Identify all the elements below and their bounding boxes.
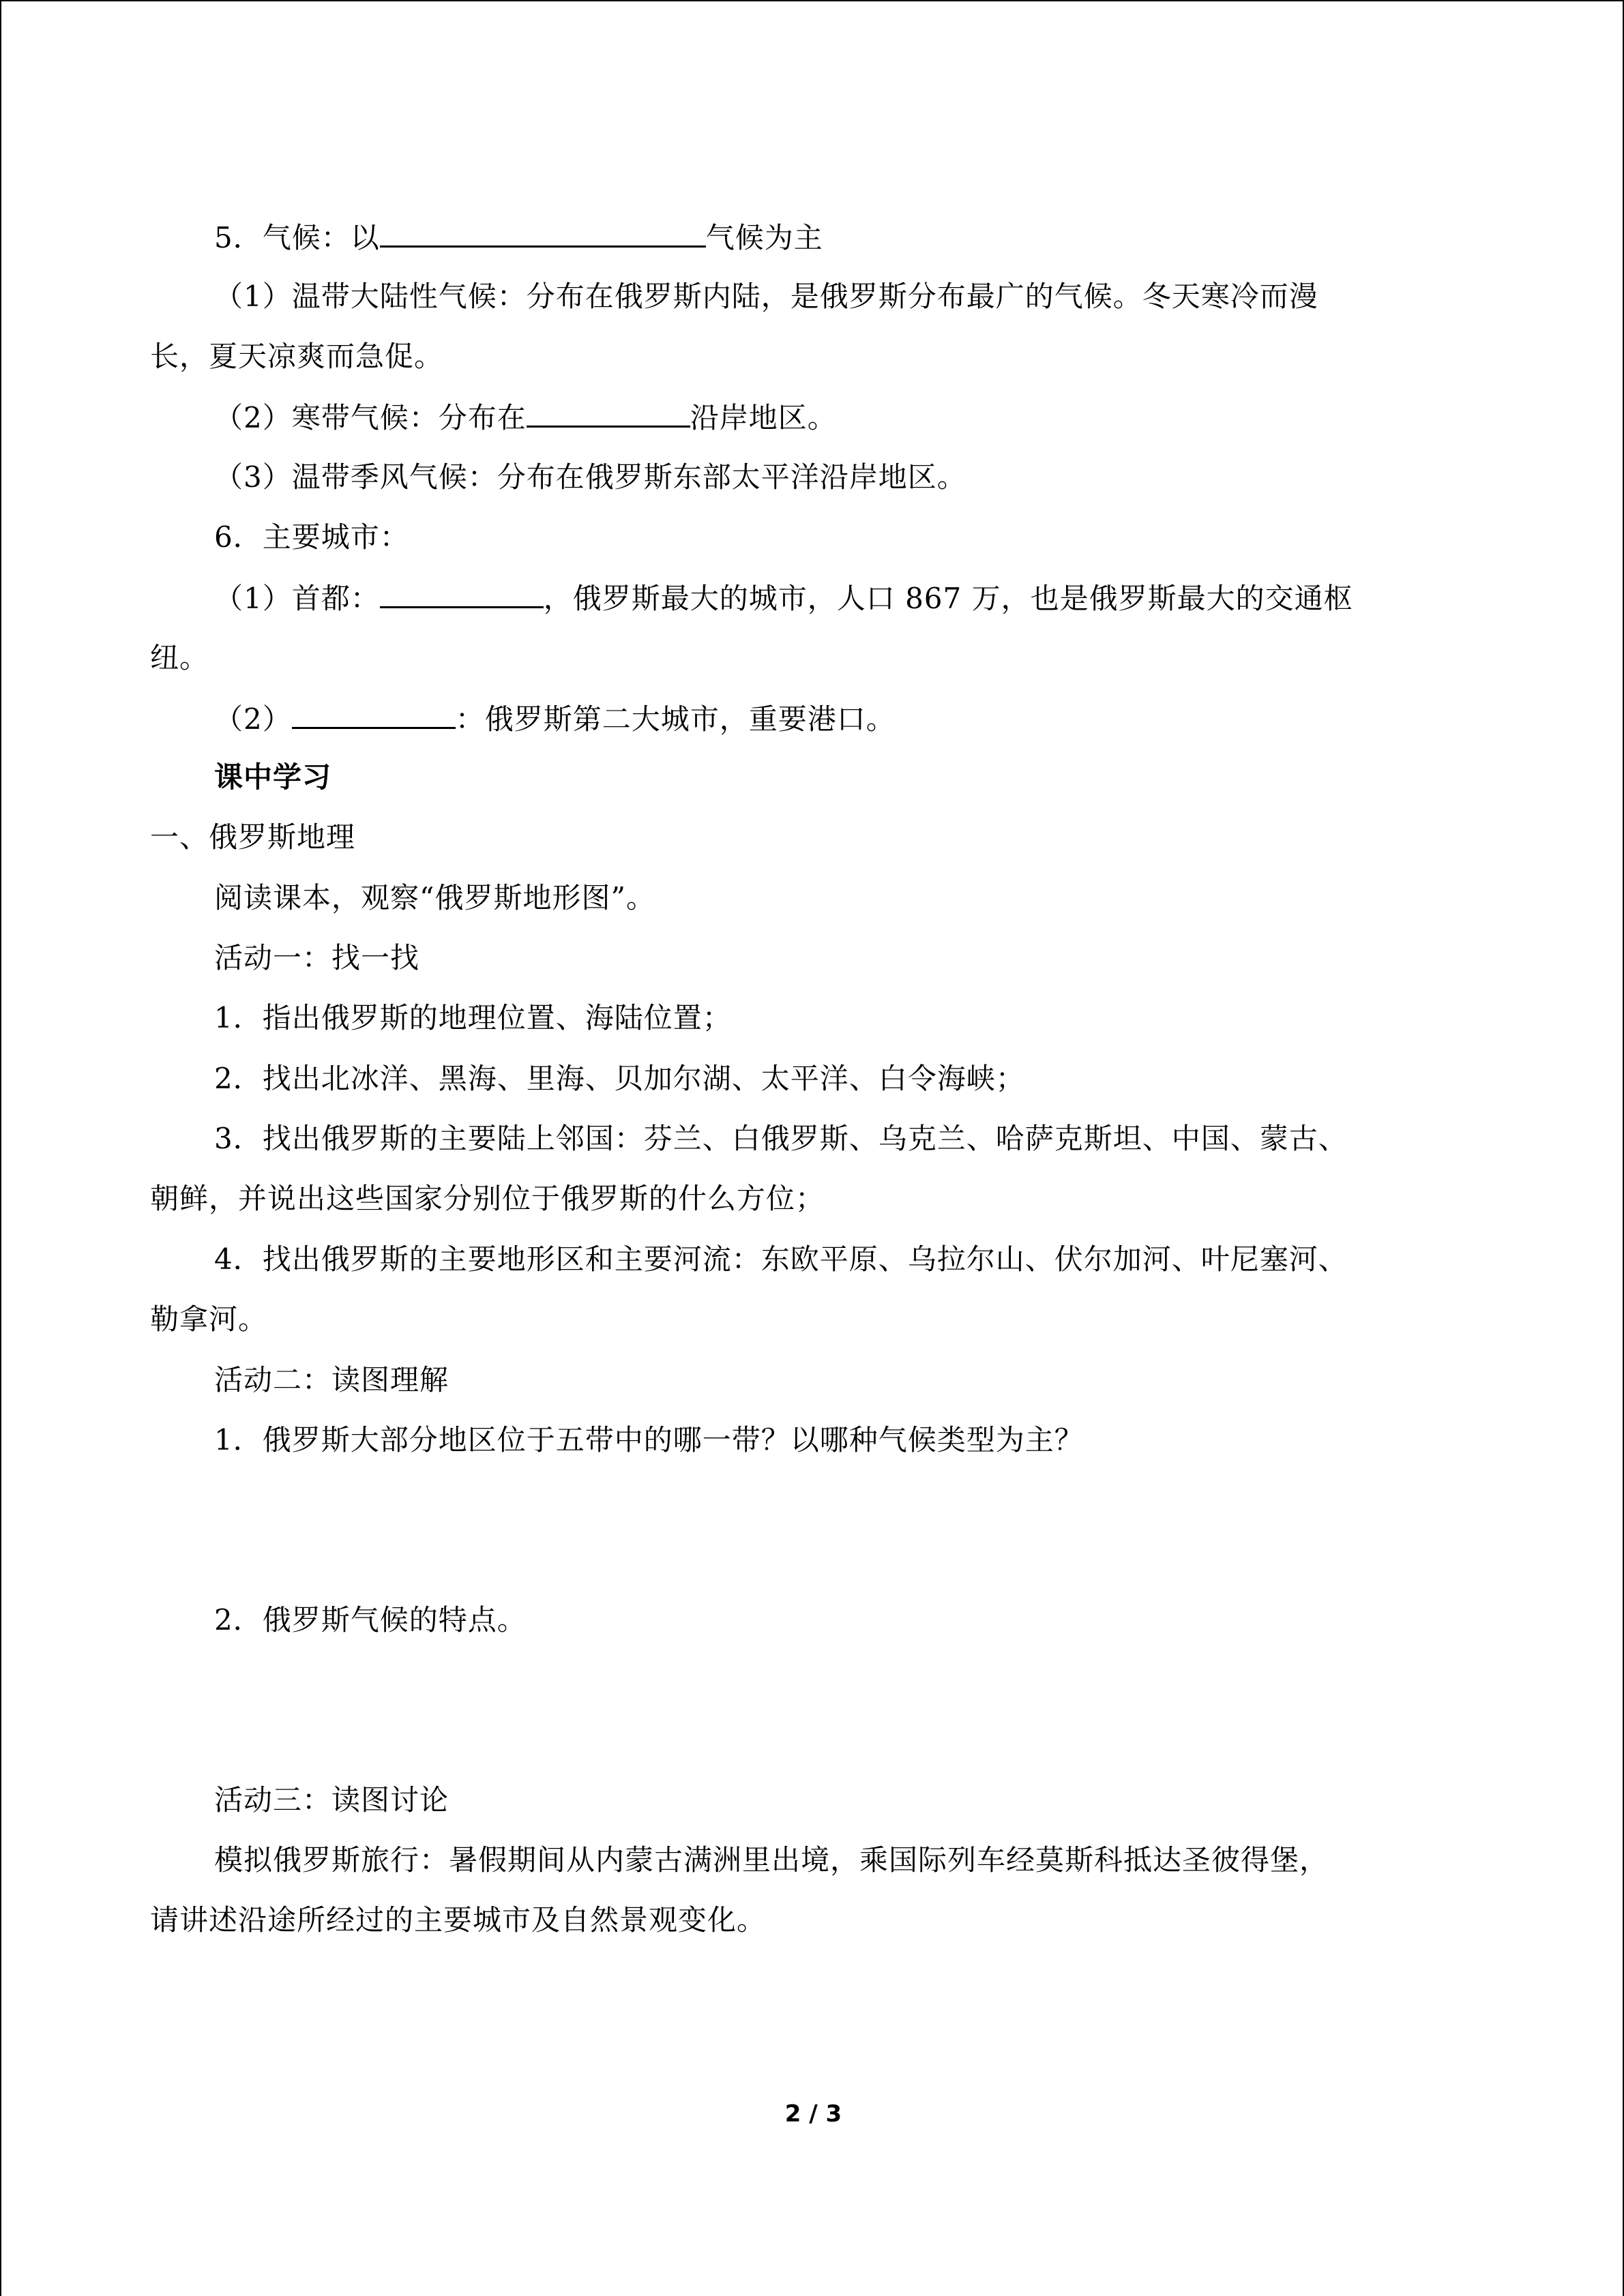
item-6-2 [214, 700, 1551, 739]
activity-1-q4-line2: 勒拿河。 [150, 1302, 268, 1336]
answer-blank-coast[interactable] [527, 398, 690, 428]
activity-1-q2: 2．找出北冰洋、黑海、里海、贝加尔湖、太平洋、白令海峡； [214, 1062, 1025, 1095]
activity-1-q1: 1．指出俄罗斯的地理位置、海陆位置； [214, 1001, 732, 1034]
reading-instruction: 阅读课本，观察“俄罗斯地形图”。 [214, 881, 655, 914]
item-5-2 [214, 398, 1551, 437]
activity-2-title: 活动二：读图理解 [214, 1363, 449, 1397]
item-5-suffix: 气候为主 [705, 221, 823, 254]
item-6-1-prefix: （1）首都： [214, 582, 380, 615]
answer-blank-climate[interactable] [380, 218, 706, 248]
item-6-2-suffix: ：俄罗斯第二大城市，重要港口。 [455, 702, 896, 736]
activity-1-q3-line1: 3．找出俄罗斯的主要陆上邻国：芬兰、白俄罗斯、乌克兰、哈萨克斯坦、中国、蒙古、 [214, 1122, 1348, 1155]
item-6-1-line2: 纽。 [150, 641, 209, 674]
activity-1-q3-line2: 朝鲜，并说出这些国家分别位于俄罗斯的什么方位； [150, 1182, 825, 1215]
activity-2-q2: 2．俄罗斯气候的特点。 [214, 1603, 527, 1637]
answer-blank-capital[interactable] [380, 579, 544, 608]
item-6-1 [214, 579, 1551, 618]
answer-blank-second-city[interactable] [292, 700, 456, 729]
item-6-1-suffix: ，俄罗斯最大的城市，人口 867 万，也是俄罗斯最大的交通枢 [543, 582, 1353, 615]
section-russia-geography: 一、俄罗斯地理 [150, 820, 356, 854]
activity-3-text-line2: 请讲述沿途所经过的主要城市及自然景观变化。 [150, 1903, 767, 1937]
item-6-2-prefix: （2） [214, 702, 292, 736]
item-6-cities: 6．主要城市： [214, 520, 409, 554]
section-heading-in-class: 课中学习 [214, 760, 332, 794]
item-5-1-line2: 长，夏天凉爽而急促。 [150, 340, 444, 373]
page-number: 2 / 3 [784, 2100, 842, 2128]
activity-1-q4-line1: 4．找出俄罗斯的主要地形区和主要河流：东欧平原、乌拉尔山、伏尔加河、叶尼塞河、 [214, 1242, 1348, 1276]
item-5-prefix: 5．气候：以 [214, 221, 380, 254]
item-5-1-line1: （1）温带大陆性气候：分布在俄罗斯内陆，是俄罗斯分布最广的气候。冬天寒冷而漫 [214, 280, 1318, 313]
activity-3-title: 活动三：读图讨论 [214, 1783, 449, 1817]
item-5-climate [214, 218, 1551, 257]
item-5-3: （3）温带季风气候：分布在俄罗斯东部太平洋沿岸地区。 [214, 460, 966, 494]
activity-1-title: 活动一：找一找 [214, 941, 420, 974]
item-5-2-suffix: 沿岸地区。 [690, 401, 837, 434]
activity-3-text-line1: 模拟俄罗斯旅行：暑假期间从内蒙古满洲里出境，乘国际列车经莫斯科抵达圣彼得堡， [214, 1843, 1329, 1877]
activity-2-q1: 1．俄罗斯大部分地区位于五带中的哪一带？以哪种气候类型为主？ [214, 1423, 1084, 1457]
item-5-2-prefix: （2）寒带气候：分布在 [214, 401, 527, 434]
